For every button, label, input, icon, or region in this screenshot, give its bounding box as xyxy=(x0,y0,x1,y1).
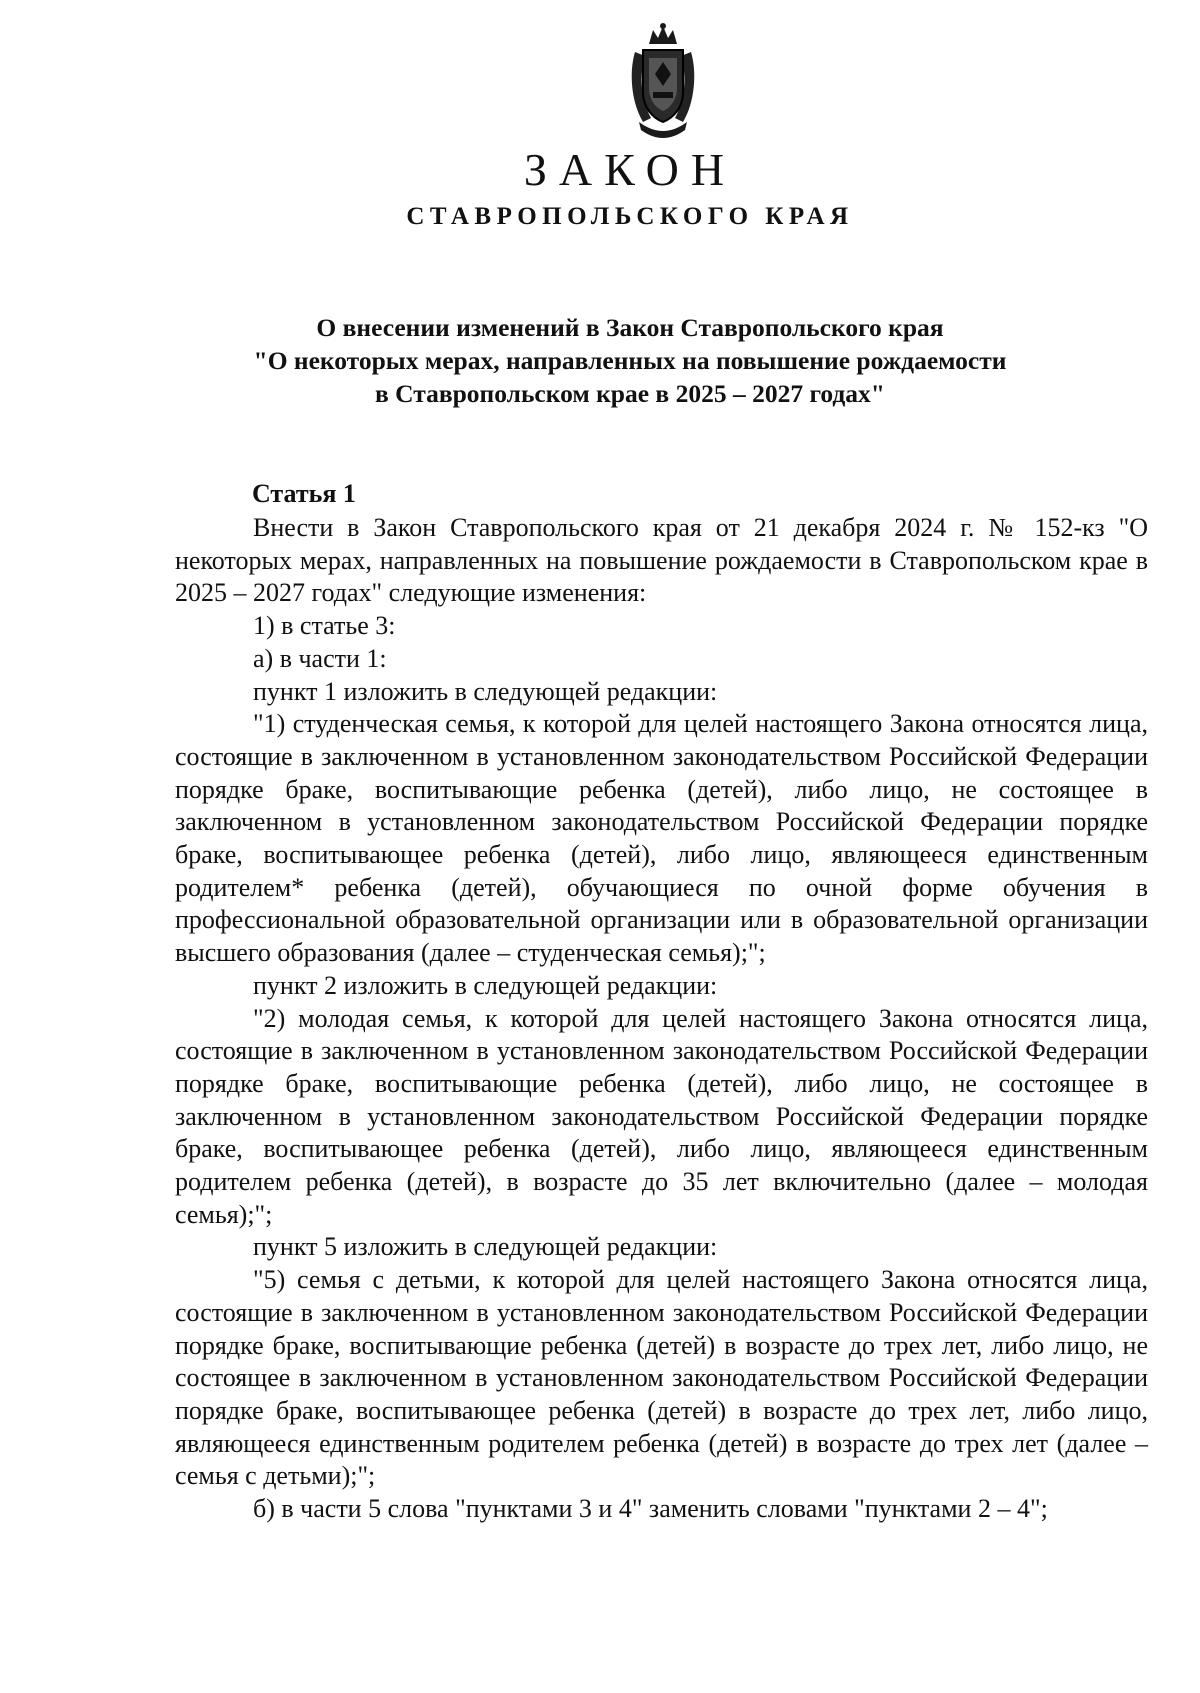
law-word: ЗАКОН xyxy=(523,144,737,195)
article-paragraph: 1) в статье 3: xyxy=(253,611,396,641)
title-line: в Ставропольском крае в 2025 – 2027 годах" xyxy=(375,379,885,408)
article-paragraph: пункт 2 изложить в следующей редакции: xyxy=(253,970,718,1000)
article-paragraph: а) в части 1: xyxy=(253,643,387,673)
coat-of-arms-icon xyxy=(625,22,701,138)
document-title xyxy=(0,311,1200,410)
article-paragraph: "5) семья с детьми, к которой для целей настоящего Закона относятся лица, состоящие в заключенном в установленном законодательством Российской Федерации порядке браке, воспитывающие ребенка (детей) в возрасте до трех лет, либо лицо, не состоящее в заключенном в установленном законодательством Российской Федерации порядке браке, воспитывающее ребенка (детей) в возрасте до трех лет, либо лицо, являющееся единственным родителем ребенка (детей) в возрасте до трех лет (далее – семья с детьми);"; xyxy=(175,1265,1148,1491)
article-paragraph: "2) молодая семья, к которой для целей настоящего Закона относятся лица, состоящие в заключенном в установленном законодательством Российской Федерации порядке браке, воспитывающие ребенка (детей), либо лицо, не состоящее в заключенном в установленном законодательством Российской Федерации порядке браке, воспитывающее ребенка (детей), либо лицо, являющееся единственным родителем ребенка (детей), в возрасте до 35 лет включительно (далее – молодая семья);"; xyxy=(175,1003,1148,1229)
law-region: СТАВРОПОЛЬСКОГО КРАЯ xyxy=(406,203,854,230)
article-paragraph: б) в части 5 слова "пунктами 3 и 4" заменить словами "пунктами 2 – 4"; xyxy=(253,1494,1048,1524)
title-line: О внесении изменений в Закон Ставропольского края xyxy=(316,313,944,342)
article-paragraph: пункт 1 изложить в следующей редакции: xyxy=(253,676,718,706)
article-paragraph: пункт 5 изложить в следующей редакции: xyxy=(253,1232,718,1262)
article-paragraph: "1) студенческая семья, к которой для целей настоящего Закона относятся лица, состоящие в заключенном в установленном законодательством Российской Федерации порядке браке, воспитывающие ребенка (детей), либо лицо, не состоящее в заключенном в установленном законодательством Российской Федерации порядке браке, воспитывающее ребенка (детей), либо лицо, являющееся единственным родителем* ребенка (детей), обучающиеся по очной форме обучения в профессиональной образовательной организации или в образовательной организации высшего образования (далее – студенческая семья);"; xyxy=(175,709,1148,968)
title-line: "О некоторых мерах, направленных на повышение рождаемости xyxy=(253,346,1007,375)
article-body xyxy=(175,512,1148,1526)
article-paragraph: Внести в Закон Ставропольского края от 21 декабря 2024 г. № 152-кз "О некоторых мерах, направленных на повышение рождаемости в Ставропольском крае в 2025 – 2027 годах" следующие изменения: xyxy=(175,513,1148,608)
article-heading: Статья 1 xyxy=(252,479,356,508)
